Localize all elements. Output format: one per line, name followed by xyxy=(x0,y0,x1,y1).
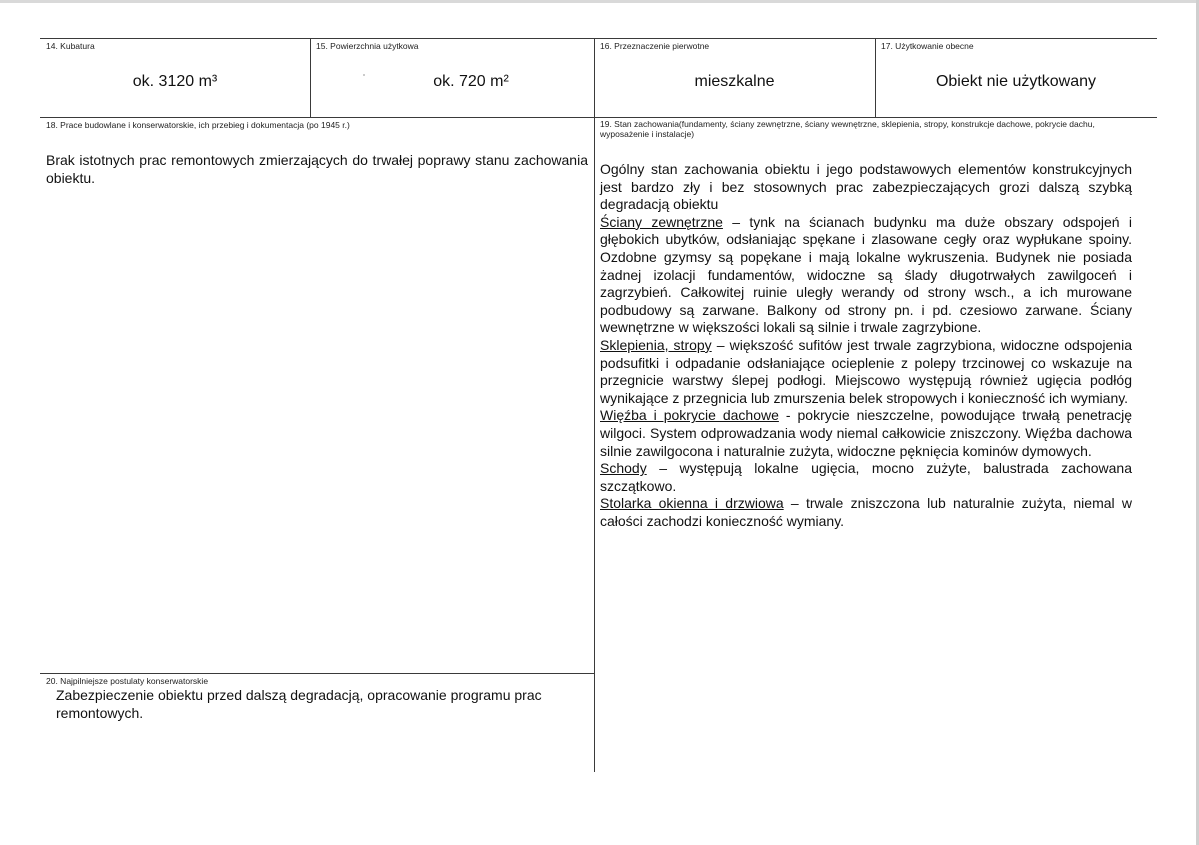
field-18-text: Brak istotnych prac remontowych zmierzających do trwałej poprawy stanu zachowania obiektu. xyxy=(46,152,588,186)
field-20-text: Zabezpieczenie obiektu przed dalszą degradacją, opracowanie programu prac remontowych. xyxy=(56,687,542,721)
record-form xyxy=(40,38,1157,772)
field-17-value: Obiekt nie użytkowany xyxy=(935,73,1097,90)
field-14-label: 14. Kubatura xyxy=(46,41,95,51)
field-19-label: 19. Stan zachowania(fundamenty, ściany zewnętrzne, ściany wewnętrzne, sklepienia, stropy, konstrukcje dachowe, pokrycie dachu, wyposażenie i instalacje) xyxy=(600,119,1095,139)
field-19-body xyxy=(600,161,1132,530)
row1-divider-1 xyxy=(310,38,311,117)
scan-edge-top xyxy=(0,0,1199,3)
field-16-label: 16. Przeznaczenie pierwotne xyxy=(600,41,710,51)
field-17-label: 17. Użytkowanie obecne xyxy=(881,41,974,51)
section-heading-roof: Więźba i pokrycie dachowe xyxy=(600,407,779,424)
section-heading-walls: Ściany zewnętrzne xyxy=(600,213,723,230)
field-14-value: ok. 3120 m³ xyxy=(132,73,218,90)
section-heading-joinery: Stolarka okienna i drzwiowa xyxy=(600,495,784,512)
section-heading-ceilings: Sklepienia, stropy xyxy=(600,336,712,353)
field-16-value: mieszkalne xyxy=(694,73,775,90)
field-15-label: 15. Powierzchnia użytkowa xyxy=(316,41,419,51)
section-text-ceilings: – większość sufitów jest trwale zagrzybiona, widoczne odspojenia podsufitki i odpadanie odsłaniające ocieplenie z polepy trzcinowej co wskazuje na przegnicie warstwy ślepej podłogi. Miejscowo występują również ugięcia podłóg wynikające z przegnicia lub zmurszenia belek stropowych i konieczność ich wymiany. xyxy=(600,336,1132,406)
section-text-joinery: – trwale zniszczona lub naturalnie zużyta, niemal w całości zachodzi konieczność wymiany. xyxy=(600,495,1133,529)
row1-bottom-border xyxy=(40,117,1157,118)
top-border xyxy=(40,38,1157,39)
section20-top-border xyxy=(40,673,594,674)
section-text-roof: - pokrycie nieszczelne, powodujące trwałą penetrację wilgoci. System odprowadzania wody niemal całkowicie zniszczony. Więźba dachowa silnie zawilgocona i naturalnie zużyta, widoczne pęknięcia kominów dymowych. xyxy=(600,407,1132,459)
section-text-walls: – tynk na ścianach budynku ma duże obszary odspojeń i głębokich ubytków, odsłaniając spękane i zlasowane cegły oraz wypłukane spoiny. Ozdobne gzymsy są popękane i mają lokalne wykruszenia. Budynek nie posiada żadnej izolacji fundamentów, widoczne są ślady długotrwałych zawilgoceń i zagrzybień. Całkowitej ruinie uległy werandy od strony wsch., a ich murowane podbudowy są zarwane. Balkony od strony pn. i pd. czesiowo zarwane. Ściany wewnętrzne w większości lokali są silnie i trwale zagrzybione. xyxy=(600,213,1132,336)
field-18-label: 18. Prace budowlane i konserwatorskie, ich przebieg i dokumentacja (po 1945 r.) xyxy=(46,120,350,130)
field-20-label: 20. Najpilniejsze postulaty konserwatorskie xyxy=(46,676,209,686)
section-text-stairs: – występują lokalne ugięcia, mocno zużyte, balustrada zachowana szczątkowo. xyxy=(600,460,1132,494)
field-15-value: ok. 720 m² xyxy=(433,73,509,90)
section-heading-stairs: Schody xyxy=(600,460,647,477)
main-column-divider xyxy=(594,117,595,772)
field-19-intro: Ogólny stan zachowania obiektu i jego podstawowych elementów konstrukcyjnych jest bardzo zły i bez stosownych prac zabezpieczających grozi dalszą szybką degradacją obiektu xyxy=(600,161,1132,213)
